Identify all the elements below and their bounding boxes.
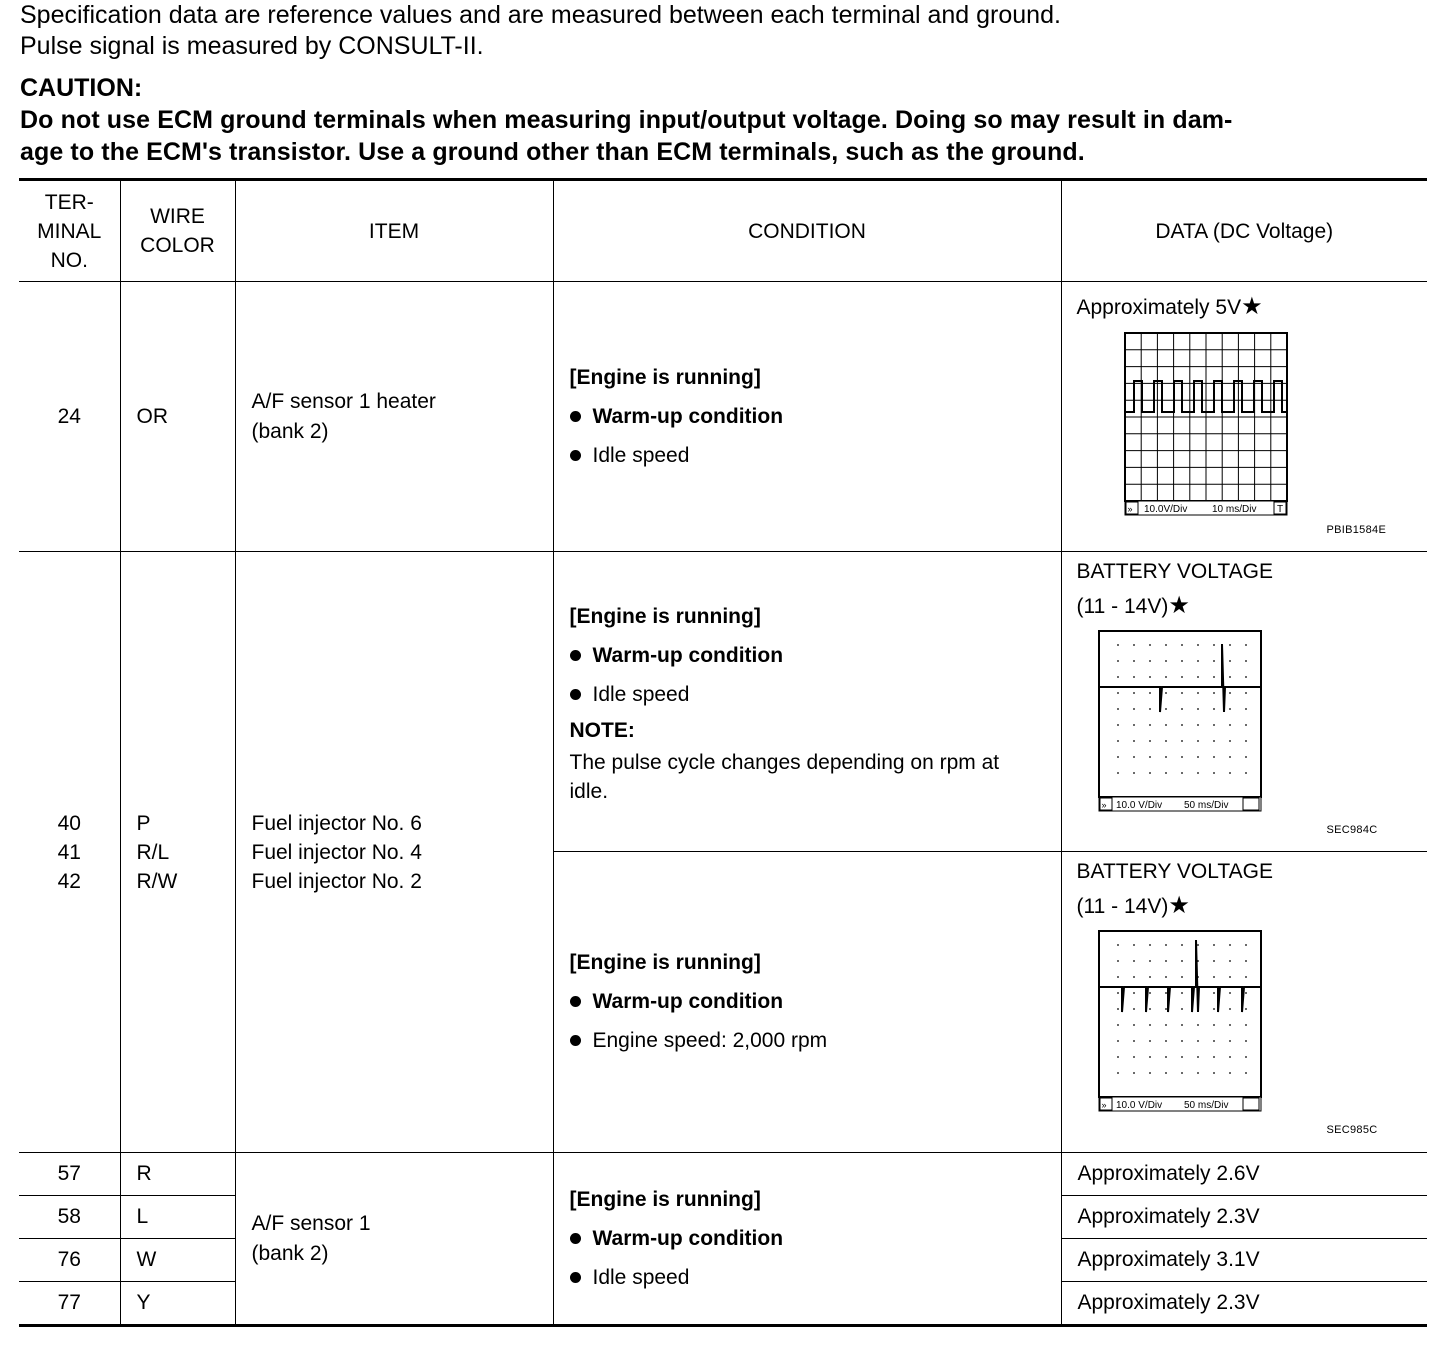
terminal-cell: 40 41 42 (19, 552, 120, 1153)
scope-voltage-scale: 10.0 V/Div (1115, 800, 1162, 811)
star-icon: ★ (1168, 592, 1190, 619)
terminal-cell: 76 (19, 1239, 120, 1282)
data-value: BATTERY VOLTAGE (1076, 860, 1273, 883)
scope-arrow: » (1101, 800, 1107, 810)
star-icon: ★ (1168, 892, 1190, 919)
scope-trigger: T (1276, 504, 1283, 515)
figure-code: PBIB1584E (1326, 524, 1387, 536)
caution-line-2: age to the ECM's transistor. Use a ground other than ECM terminals, such as the ground. (20, 138, 1085, 166)
bullet-icon (570, 996, 581, 1007)
bullet-icon (570, 1035, 581, 1046)
data-value: (11 - 14V) (1076, 895, 1169, 918)
oscilloscope-waveform (1098, 930, 1264, 1116)
terminal-cell: 24 (19, 282, 120, 552)
wire-cell: L (120, 1196, 235, 1239)
intro-line-1: Specification data are reference values and are measured between each terminal and ground. (20, 1, 1061, 29)
data-cell: Approximately 2.3V (1061, 1196, 1427, 1239)
condition-bullet: Idle speed (570, 436, 1061, 475)
condition-bullet: Warm-up condition (570, 636, 1061, 675)
wire-cell: OR (120, 282, 235, 552)
note-title: NOTE: (569, 718, 635, 742)
oscilloscope-waveform (1098, 630, 1264, 816)
scope-voltage-scale: 10.0V/Div (1143, 504, 1187, 515)
header-condition: CONDITION (553, 180, 1061, 282)
data-cell: Approximately 2.6V (1061, 1153, 1427, 1196)
scope-time-scale: 50 ms/Div (1183, 1100, 1228, 1111)
condition-bullet: Warm-up condition (570, 1219, 1061, 1258)
scope-arrow: » (1127, 504, 1133, 514)
condition-title: [Engine is running] (569, 604, 761, 628)
scope-voltage-scale: 10.0 V/Div (1115, 1100, 1162, 1111)
table-row (19, 282, 1427, 552)
terminal-cell: 57 (19, 1153, 120, 1196)
bullet-icon (570, 1272, 581, 1283)
scope-time-scale: 50 ms/Div (1183, 800, 1228, 811)
data-cell (1061, 552, 1427, 852)
condition-cell (553, 552, 1061, 852)
condition-bullet: Engine speed: 2,000 rpm (570, 1021, 1061, 1060)
terminal-cell: 77 (19, 1282, 120, 1326)
data-value: BATTERY VOLTAGE (1076, 560, 1273, 583)
condition-bullet: Idle speed (570, 1258, 1061, 1297)
intro (20, 0, 1430, 168)
header-data: DATA (DC Voltage) (1061, 180, 1427, 282)
figure-code: SEC984C (1326, 824, 1378, 836)
condition-cell (553, 1153, 1061, 1326)
data-cell: Approximately 2.3V (1061, 1282, 1427, 1326)
table-row (19, 552, 1427, 852)
wire-cell: W (120, 1239, 235, 1282)
condition-bullet: Idle speed (570, 675, 1061, 714)
data-cell: Approximately 3.1V (1061, 1239, 1427, 1282)
condition-title: [Engine is running] (569, 1187, 761, 1211)
bullet-icon (570, 411, 581, 422)
header-wire-color: WIRE COLOR (120, 180, 235, 282)
figure-code: SEC985C (1326, 1124, 1378, 1136)
item-cell: Fuel injector No. 6 Fuel injector No. 4 Fuel injector No. 2 (235, 552, 553, 1153)
data-value: (11 - 14V) (1076, 595, 1169, 618)
bullet-icon (570, 450, 581, 461)
bullet-icon (570, 650, 581, 661)
condition-title: [Engine is running] (569, 365, 761, 389)
caution-line-1: Do not use ECM ground terminals when measuring input/output voltage. Doing so may result in dam- (20, 106, 1233, 134)
data-cell (1061, 852, 1427, 1153)
bullet-icon (570, 689, 581, 700)
oscilloscope-waveform (1124, 332, 1294, 518)
terminal-cell: 58 (19, 1196, 120, 1239)
table-header-row (19, 180, 1427, 282)
condition-cell (553, 282, 1061, 552)
header-item: ITEM (235, 180, 553, 282)
condition-bullet: Warm-up condition (570, 982, 1061, 1021)
ecm-terminal-table (19, 178, 1427, 1327)
data-cell (1061, 282, 1427, 552)
data-value: Approximately 5V (1076, 296, 1242, 319)
scope-time-scale: 10 ms/Div (1211, 504, 1256, 515)
wire-cell: R (120, 1153, 235, 1196)
caution-title: CAUTION: (20, 74, 143, 102)
wire-cell: Y (120, 1282, 235, 1326)
item-cell: A/F sensor 1 heater (bank 2) (235, 282, 553, 552)
condition-title: [Engine is running] (569, 951, 761, 974)
table-row (19, 1153, 1427, 1196)
condition-bullet: Warm-up condition (570, 397, 1061, 436)
bullet-icon (570, 1233, 581, 1244)
scope-arrow: » (1101, 1100, 1107, 1110)
condition-cell (553, 852, 1061, 1153)
intro-line-2: Pulse signal is measured by CONSULT-II. (20, 32, 484, 60)
header-terminal: TER- MINAL NO. (19, 180, 120, 282)
note-text: The pulse cycle changes depending on rpm at idle. (569, 750, 1000, 803)
item-cell: A/F sensor 1 (bank 2) (235, 1153, 553, 1326)
star-icon: ★ (1241, 293, 1263, 320)
wire-cell: P R/L R/W (120, 552, 235, 1153)
